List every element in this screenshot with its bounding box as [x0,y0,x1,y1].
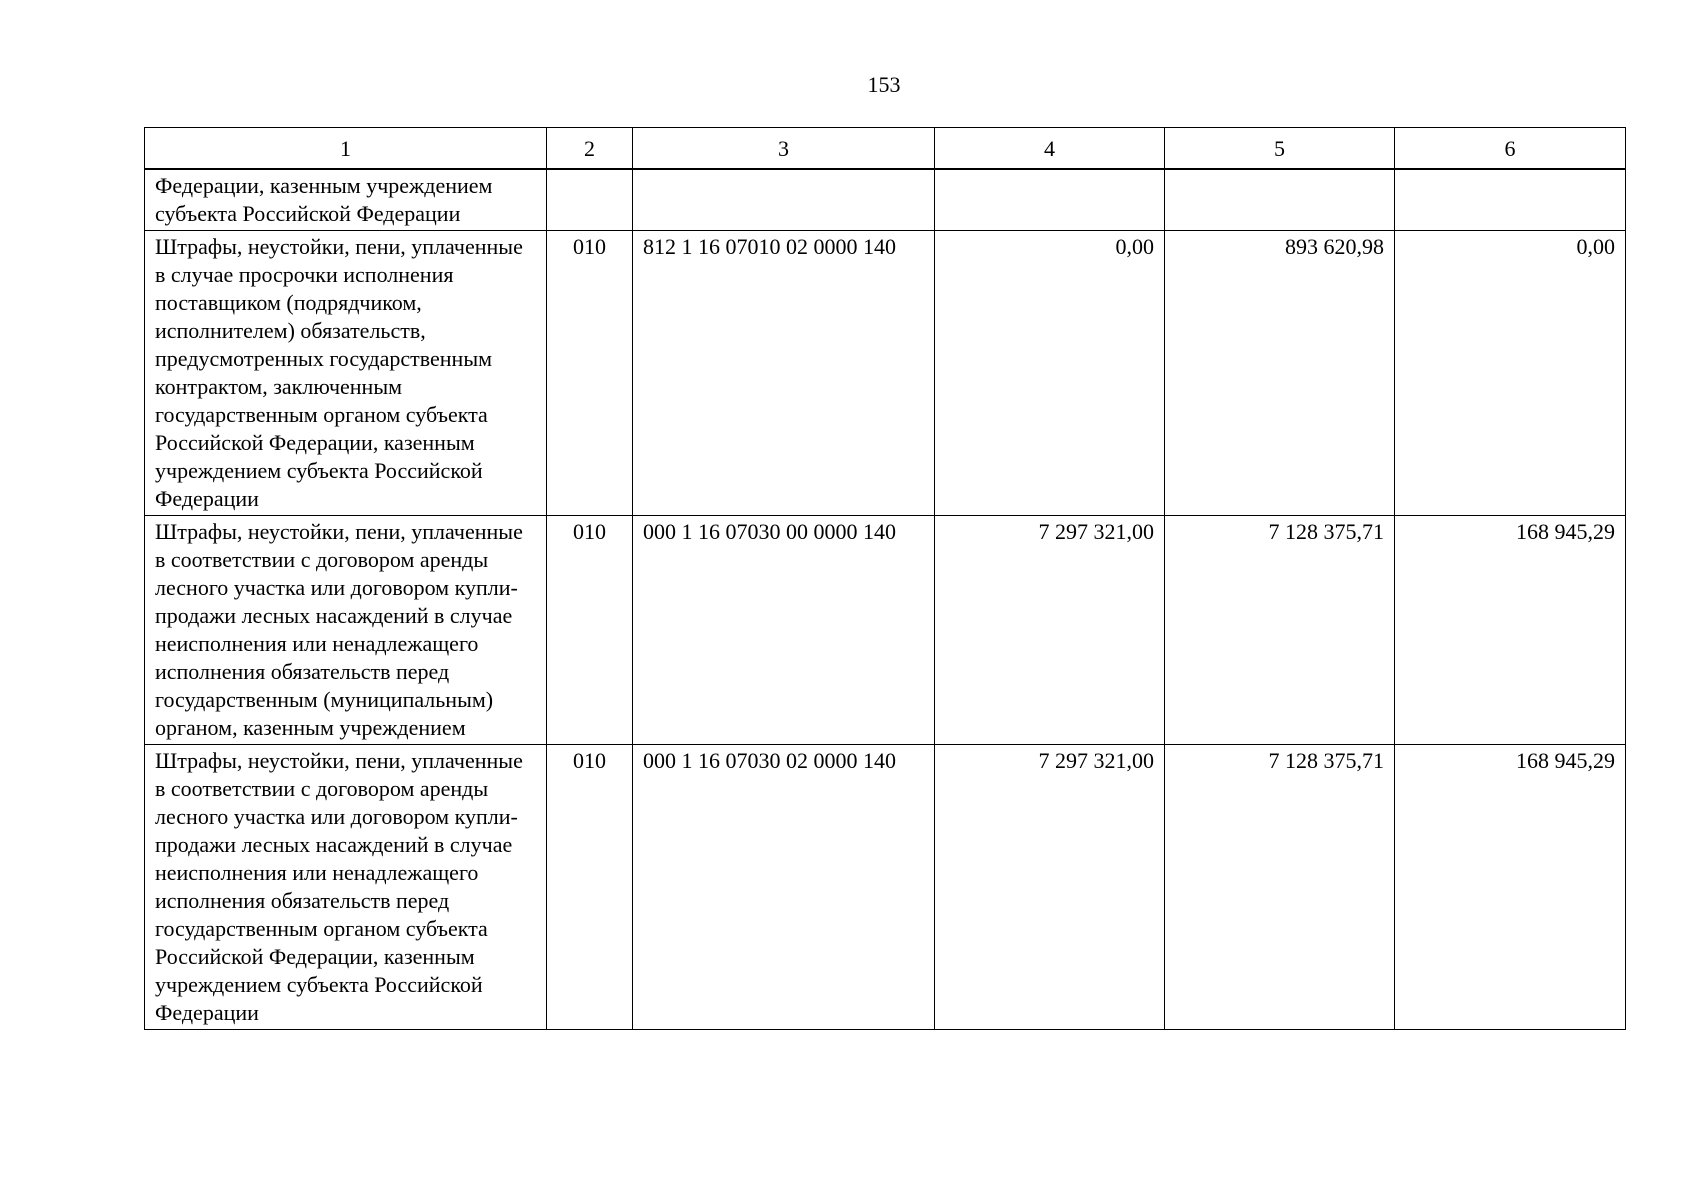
row-budget-code: 812 1 16 07010 02 0000 140 [633,231,935,516]
page-number: 153 [867,72,901,97]
table-row [145,745,1626,1030]
row-unexecuted-amount: 168 945,29 [1395,745,1626,1030]
row-description: Федерации, казенным учреждением субъекта Российской Федерации [145,169,547,231]
row-unexecuted-amount: 168 945,29 [1395,516,1626,745]
column-number-2: 2 [547,128,633,170]
column-number-3: 3 [633,128,935,170]
column-number-4: 4 [935,128,1165,170]
row-executed-amount: 7 128 375,71 [1165,745,1395,1030]
row-approved-amount: 7 297 321,00 [935,745,1165,1030]
column-number-5: 5 [1165,128,1395,170]
row-approved-amount: 7 297 321,00 [935,516,1165,745]
row-description: Штрафы, неустойки, пени, уплаченные в случае просрочки исполнения поставщиком (подрядчиком, исполнителем) обязательств, предусмотренных государственным контрактом, заключенным государственным органом субъекта Российской Федерации, казенным учреждением субъекта Российской Федерации [145,231,547,516]
column-number-6: 6 [1395,128,1626,170]
header-row [145,128,1626,170]
row-unexecuted-amount [1395,169,1626,231]
row-line-code: 010 [547,516,633,745]
row-executed-amount: 7 128 375,71 [1165,516,1395,745]
column-number-1: 1 [145,128,547,170]
row-description: Штрафы, неустойки, пени, уплаченные в соответствии с договором аренды лесного участка или договором купли-продажи лесных насаждений в случае неисполнения или ненадлежащего исполнения обязательств перед государственным органом субъекта Российской Федерации, казенным учреждением субъекта Российской Федерации [145,745,547,1030]
row-budget-code [633,169,935,231]
row-executed-amount: 893 620,98 [1165,231,1395,516]
row-approved-amount: 0,00 [935,231,1165,516]
row-budget-code: 000 1 16 07030 02 0000 140 [633,745,935,1030]
row-line-code: 010 [547,231,633,516]
table-header [145,128,1626,170]
table-row [145,516,1626,745]
row-line-code: 010 [547,745,633,1030]
row-description: Штрафы, неустойки, пени, уплаченные в соответствии с договором аренды лесного участка или договором купли-продажи лесных насаждений в случае неисполнения или ненадлежащего исполнения обязательств перед государственным (муниципальным) органом, казенным учреждением [145,516,547,745]
table-body [145,169,1626,1030]
row-budget-code: 000 1 16 07030 00 0000 140 [633,516,935,745]
table-row [145,169,1626,231]
row-unexecuted-amount: 0,00 [1395,231,1626,516]
row-executed-amount [1165,169,1395,231]
row-approved-amount [935,169,1165,231]
report-table [144,127,1626,1030]
table-row [145,231,1626,516]
row-line-code [547,169,633,231]
